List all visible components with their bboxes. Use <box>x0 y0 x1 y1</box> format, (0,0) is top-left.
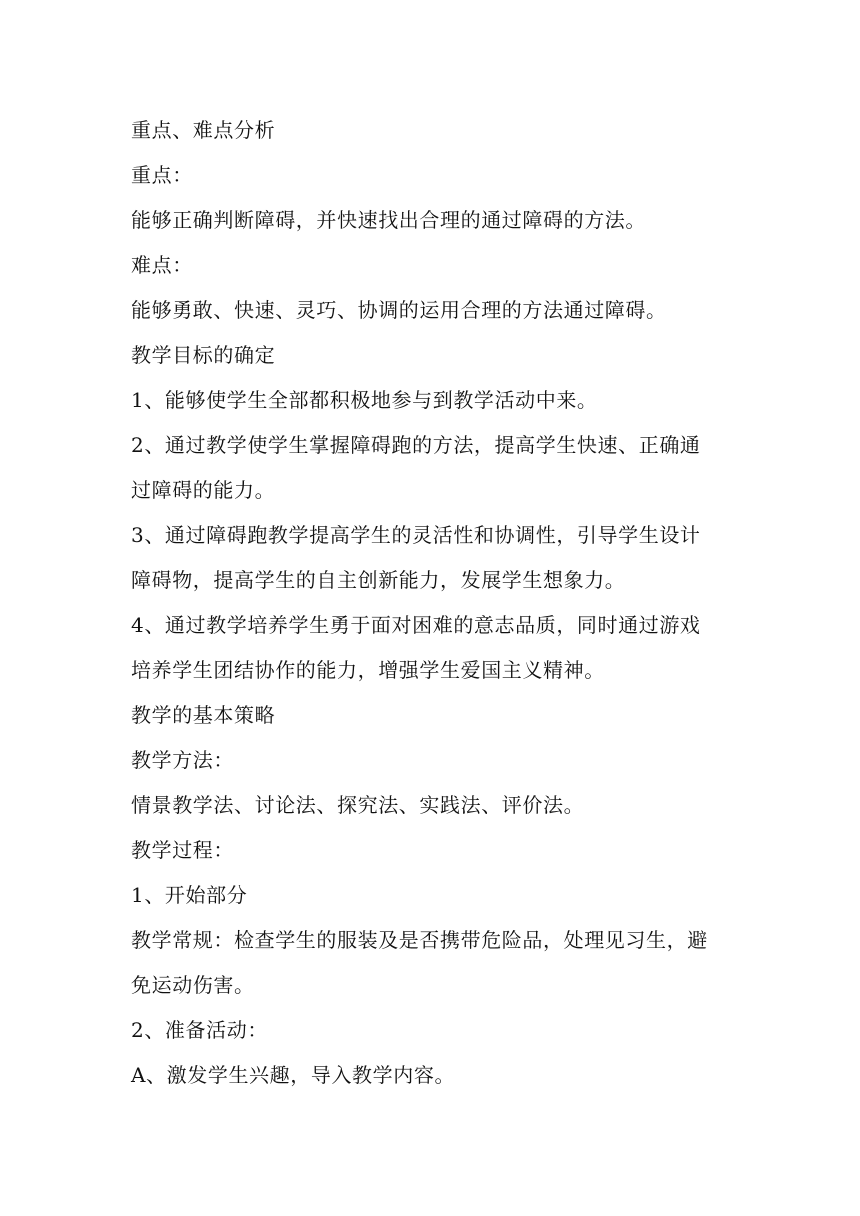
difficulty-text: 能够勇敢、快速、灵巧、协调的运用合理的方法通过障碍。 <box>131 298 667 322</box>
section-heading-analysis: 重点、难点分析 <box>131 118 276 142</box>
goal-item-1: 1、能够使学生全部都积极地参与到教学活动中来。 <box>131 388 598 412</box>
routine-text-line-2: 免运动伤害。 <box>131 973 255 997</box>
goal-item-2-line-2: 过障碍的能力。 <box>131 478 276 502</box>
goal-item-3-line-2: 障碍物，提高学生的自主创新能力，发展学生想象力。 <box>131 568 626 592</box>
label-teaching-methods: 教学方法： <box>131 748 234 772</box>
goal-item-4-line-2: 培养学生团结协作的能力，增强学生爱国主义精神。 <box>131 658 605 682</box>
label-key-point: 重点： <box>131 163 193 187</box>
label-difficulty: 难点： <box>131 253 193 277</box>
teaching-methods-text: 情景教学法、讨论法、探究法、实践法、评价法。 <box>131 793 585 817</box>
goal-item-4-line-1: 4、通过教学培养学生勇于面对困难的意志品质，同时通过游戏 <box>131 613 701 637</box>
process-step-1: 1、开始部分 <box>131 883 248 907</box>
process-step-2a: A、激发学生兴趣，导入教学内容。 <box>131 1063 456 1087</box>
process-step-2: 2、准备活动： <box>131 1018 268 1042</box>
document-body <box>131 108 731 1098</box>
routine-text-line-1: 教学常规：检查学生的服装及是否携带危险品，处理见习生，避 <box>131 928 708 952</box>
goal-item-3-line-1: 3、通过障碍跑教学提高学生的灵活性和协调性，引导学生设计 <box>131 523 701 547</box>
goal-item-2-line-1: 2、通过教学使学生掌握障碍跑的方法，提高学生快速、正确通 <box>131 433 701 457</box>
label-teaching-process: 教学过程： <box>131 838 234 862</box>
section-heading-strategy: 教学的基本策略 <box>131 703 276 727</box>
key-point-text: 能够正确判断障碍，并快速找出合理的通过障碍的方法。 <box>131 208 646 232</box>
section-heading-goals: 教学目标的确定 <box>131 343 276 367</box>
